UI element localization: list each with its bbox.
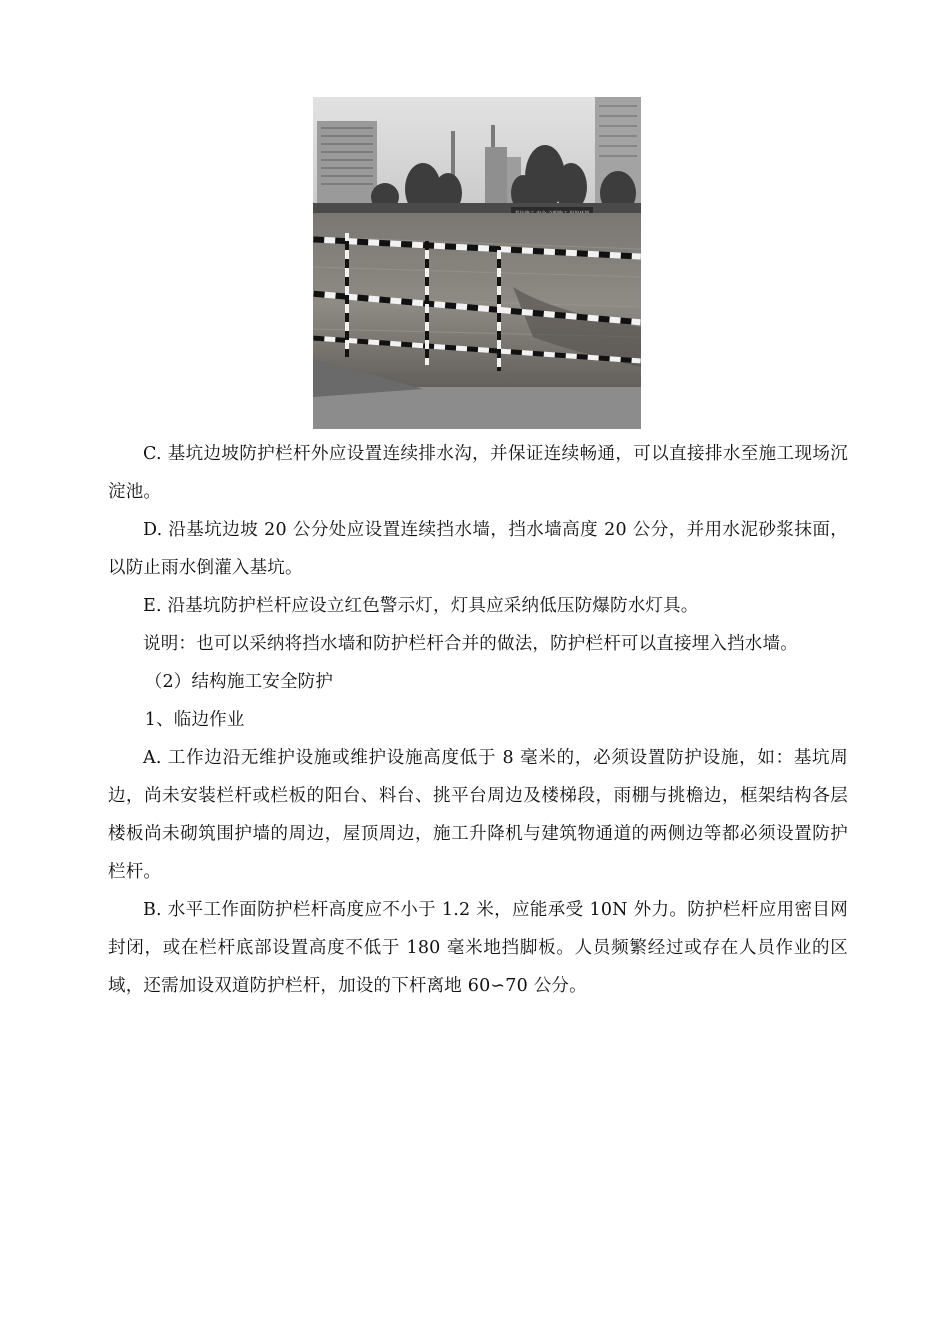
guardrail-photo — [313, 97, 641, 429]
paragraph-d: D. 沿基坑边坡 20 公分处应设置连续挡水墙，挡水墙高度 20 公分，并用水泥砂浆抹面，以防止雨水倒灌入基坑。 — [108, 520, 848, 578]
paragraph-c: C. 基坑边坡防护栏杆外应设置连续排水沟，并保证连续畅通，可以直接排水至施工现场沉淀池。 — [108, 444, 848, 502]
paragraph-a: A. 工作边沿无维护设施或维护设施高度低于 8 毫米的，必须设置防护设施，如：基坑周边，尚未安装栏杆或栏板的阳台、料台、挑平台周边及楼梯段，雨棚与挑檐边，框架结构各层楼板尚未砌筑围护墙的周边，屋顶周边，施工升降机与建筑物通道的两侧边等都必须设置防护栏杆。 — [108, 748, 848, 882]
document-body — [108, 435, 848, 1005]
paragraph-note: 说明：也可以采纳将挡水墙和防护栏杆合并的做法，防护栏杆可以直接埋入挡水墙。 — [143, 634, 798, 654]
section-heading: （2）结构施工安全防护 — [144, 672, 334, 692]
paragraph-b: B. 水平工作面防护栏杆高度应不小于 1.2 米，应能承受 10N 外力。防护栏杆应用密目网封闭，或在栏杆底部设置高度不低于 180 毫米地挡脚板。人员频繁经过或存在人员作业的区域，还需加设双道防护栏杆，加设的下杆离地 60∽70 公分。 — [108, 900, 848, 996]
paragraph-e: E. 沿基坑防护栏杆应设立红色警示灯，灯具应采纳低压防爆防水灯具。 — [143, 596, 699, 616]
subsection-heading: 1、临边作业 — [144, 710, 245, 730]
